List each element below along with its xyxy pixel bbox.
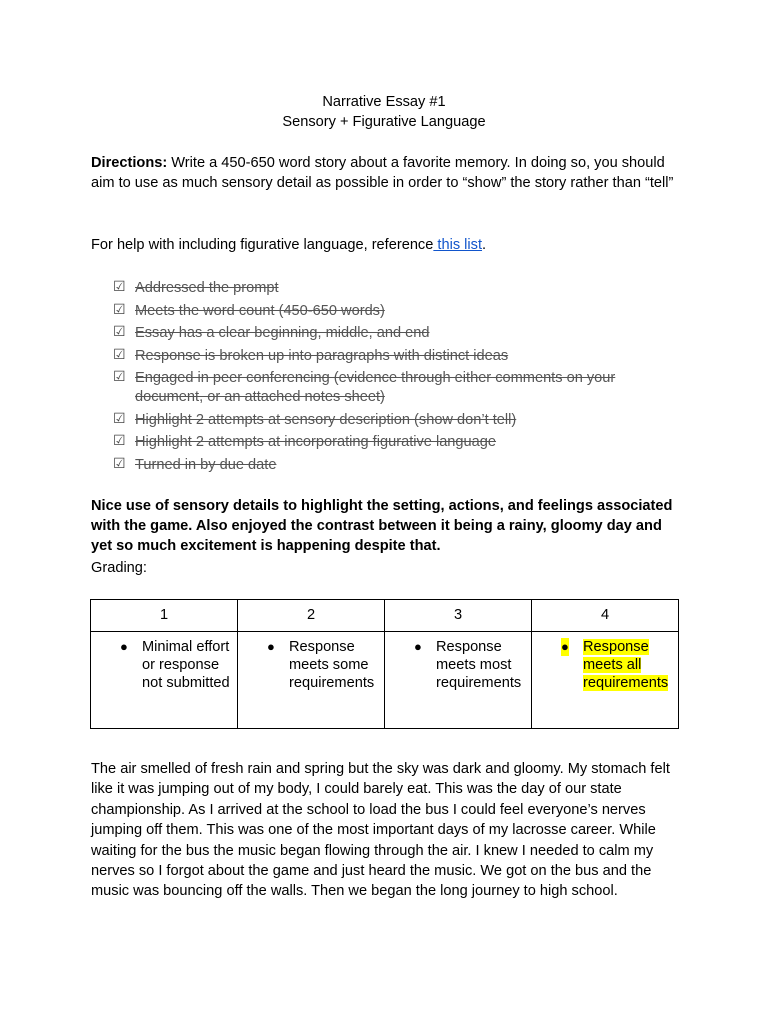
rubric-cell-2: ● Response meets some requirements xyxy=(238,632,385,729)
grading-label: Grading: xyxy=(91,560,147,576)
rubric-description-row xyxy=(91,632,679,729)
help-paragraph xyxy=(91,235,681,255)
directions-text: Write a 450-650 word story about a favorite memory. In doing so, you should aim to use as much sensory detail as possible in order to “show” the story rather than “tell” xyxy=(91,155,674,191)
directions-paragraph xyxy=(91,153,681,193)
rubric-cell-4-highlighted xyxy=(532,632,679,729)
checked-box-icon[interactable]: ☑ xyxy=(113,369,126,385)
checklist-item: ☑ Turned in by due date xyxy=(113,455,277,473)
checklist-item: ☑ Engaged in peer conferencing (evidence through either comments on your document, or an attached notes sheet) xyxy=(113,369,616,405)
title-line-1: Narrative Essay #1 xyxy=(322,94,446,110)
checklist-item: ☑ Essay has a clear beginning, middle, and end xyxy=(113,324,430,341)
rubric-header-3: 3 xyxy=(385,600,532,632)
highlighted-score-text: Response meets all requirements xyxy=(583,639,669,691)
requirements-checklist xyxy=(113,279,653,478)
teacher-feedback: Nice use of sensory details to highlight the setting, actions, and feelings associated with the game. Also enjoyed the contrast between it being a rainy, gloomy day and yet so much excitement is happening despite that. xyxy=(91,498,673,554)
story-paragraph: The air smelled of fresh rain and spring but the sky was dark and gloomy. My stomach felt like it was jumping out of my body, I could barely eat. This was the day of our state championship. As I arrived at the school to load the bus I could feel everyone’s nerves jumping off them. This was one of the most important days of my lacrosse career. While waiting for the bus the music began flowing through the air. I knew I needed to calm my nerves so I forgot about the game and just heard the music. We got on the bus and the music was bouncing off the walls. Then we began the long journey to high school. xyxy=(91,761,670,900)
bullet-icon: ● xyxy=(120,639,128,654)
checked-box-icon[interactable]: ☑ xyxy=(113,301,126,318)
title-line-2: Sensory + Figurative Language xyxy=(282,114,486,130)
rubric-header-4: 4 xyxy=(532,600,679,632)
help-text: For help with including figurative language, reference xyxy=(91,237,434,253)
checklist-item: ☑ Highlight 2 attempts at incorporating figurative language xyxy=(113,433,497,450)
directions-label: Directions: xyxy=(91,155,168,171)
checked-box-icon[interactable]: ☑ xyxy=(113,324,126,340)
checklist-item: ☑ Meets the word count (450-650 words) xyxy=(113,301,385,319)
checklist-item: ☑ Highlight 2 attempts at sensory description (show don’t tell) xyxy=(113,410,517,428)
checked-box-icon[interactable]: ☑ xyxy=(113,410,126,427)
checked-box-icon[interactable]: ☑ xyxy=(113,279,126,295)
bullet-icon: ● xyxy=(267,639,275,654)
this-list-link[interactable]: this list xyxy=(433,237,483,253)
rubric-cell-3: ● Response meets most requirements xyxy=(385,632,532,729)
rubric-header-1: 1 xyxy=(91,600,238,632)
checklist-item: ☑ Response is broken up into paragraphs with distinct ideas xyxy=(113,346,509,364)
rubric-cell-1: ● Minimal effort or response not submitted xyxy=(91,632,238,729)
rubric-header-row xyxy=(91,600,679,632)
help-suffix: . xyxy=(482,237,487,253)
bullet-icon: ● xyxy=(414,639,422,654)
grading-rubric-table xyxy=(90,599,679,729)
checklist-item: ☑ Addressed the prompt xyxy=(113,279,279,296)
rubric-header-2: 2 xyxy=(238,600,385,632)
checked-box-icon[interactable]: ☑ xyxy=(113,346,126,363)
checked-box-icon[interactable]: ☑ xyxy=(113,455,126,472)
bullet-icon: ● xyxy=(561,639,569,654)
checked-box-icon[interactable]: ☑ xyxy=(113,433,126,449)
document-title xyxy=(0,92,768,132)
